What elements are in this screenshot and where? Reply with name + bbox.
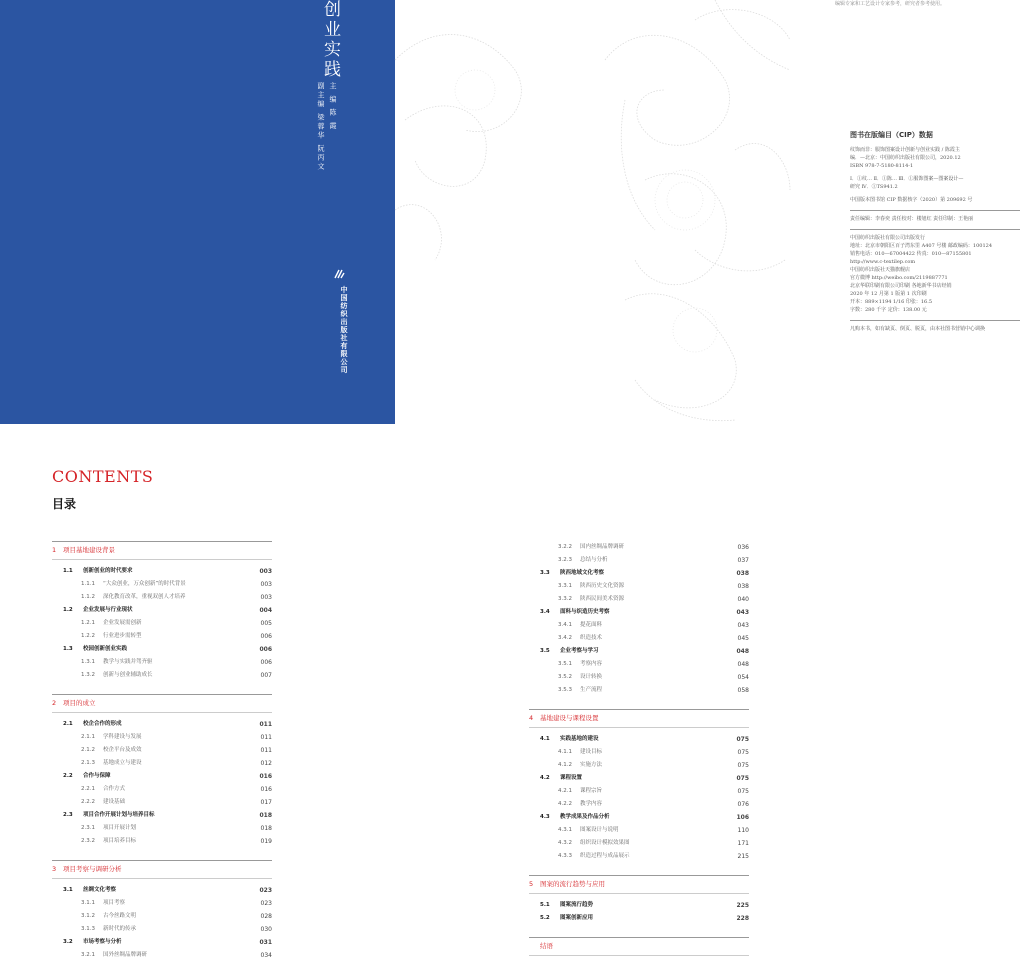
- cover-chief-editor: 主 编 陈 霞: [329, 82, 337, 131]
- section-title: 校企平台及成效: [103, 747, 142, 753]
- section-title: 创新创业的时代要求: [83, 568, 133, 574]
- toc-subsection[interactable]: [52, 656, 272, 669]
- page-number: 076: [737, 801, 749, 808]
- chapter-title: 项目考察与调研分析: [63, 865, 122, 873]
- page-number: 036: [737, 544, 749, 551]
- page-number: 075: [736, 775, 749, 782]
- publisher-line: http://www.c-textilep.com: [850, 259, 916, 265]
- section-number: 3.3: [540, 570, 550, 576]
- section-title: 项目考察: [103, 900, 126, 906]
- page-number: 030: [260, 926, 272, 933]
- toc-subsection[interactable]: [529, 798, 749, 811]
- chapter-title: 基地建设与课程设置: [540, 714, 599, 722]
- section-title: 古今丝路文明: [103, 913, 137, 919]
- page-number: 054: [737, 674, 749, 681]
- section-number: 5.1: [540, 902, 550, 908]
- section-number: 3.1.1: [81, 900, 95, 906]
- publisher-line: 中国纺织出版社天猫旗舰店: [850, 267, 911, 273]
- toc-section[interactable]: [52, 884, 272, 897]
- toc-column-left: [52, 541, 272, 962]
- section-title: 建设目标: [580, 749, 603, 755]
- section-number: 2.1.3: [81, 760, 95, 766]
- section-title: 校企合作的形成: [83, 721, 122, 727]
- toc-chapter[interactable]: [52, 541, 272, 559]
- section-number: 3.2.3: [558, 557, 572, 563]
- section-title: 陕西民间美术资源: [580, 596, 625, 602]
- section-title: 市场考察与分析: [83, 939, 122, 945]
- divider: [850, 229, 1020, 230]
- section-title: 丝绸文化考察: [83, 887, 117, 893]
- copyright-page: [395, 0, 993, 424]
- section-number: 3.2: [63, 939, 73, 945]
- page-number: 028: [260, 913, 272, 920]
- section-number: 4.3.3: [558, 853, 572, 859]
- page-number: 058: [737, 687, 749, 694]
- page-number: 043: [736, 609, 749, 616]
- section-title: 校园创新创业实践: [83, 646, 128, 652]
- toc-subsection[interactable]: [52, 949, 272, 962]
- toc-subsection[interactable]: [529, 759, 749, 772]
- toc-section[interactable]: [52, 770, 272, 783]
- page-number: 006: [260, 659, 272, 666]
- section-number: 4.3.1: [558, 827, 572, 833]
- page-number: 006: [259, 646, 272, 653]
- section-title: 企业发展与行业现状: [83, 607, 133, 613]
- toc-section[interactable]: [529, 645, 749, 658]
- section-number: 2.2.2: [81, 799, 95, 805]
- contents-title-en: CONTENTS: [52, 467, 154, 486]
- section-number: 3.5.2: [558, 674, 572, 680]
- chapter-number: 4: [529, 714, 534, 722]
- cip-block: [850, 130, 1020, 333]
- section-number: 3.2.1: [81, 952, 95, 958]
- publisher-line: 开本：889×1194 1/16 印张：16.5: [850, 299, 932, 305]
- toc-subsection[interactable]: [52, 744, 272, 757]
- section-title: 教学内容: [580, 801, 603, 807]
- section-title: 企业考察与学习: [560, 648, 599, 654]
- divider: [52, 559, 272, 561]
- chapter-number: 3: [52, 865, 57, 873]
- section-number: 2.3.2: [81, 838, 95, 844]
- section-number: 4.1: [540, 736, 550, 742]
- divider: [529, 727, 749, 729]
- section-number: 1.3: [63, 646, 73, 652]
- toc-subsection[interactable]: [529, 580, 749, 593]
- section-number: 3.3.1: [558, 583, 572, 589]
- toc-chapter[interactable]: [52, 694, 272, 712]
- toc-section[interactable]: [529, 567, 749, 580]
- section-title: 组织设计模拟效果图: [580, 840, 630, 846]
- publisher-line: 销售电话：010—67004422 传真：010—87155801: [850, 251, 972, 257]
- toc-subsection[interactable]: [52, 591, 272, 604]
- toc-subsection[interactable]: [52, 822, 272, 835]
- section-title: 设计转换: [580, 674, 603, 680]
- toc-subsection[interactable]: [529, 746, 749, 759]
- page-number: 012: [260, 760, 272, 767]
- section-number: 3.2.2: [558, 544, 572, 550]
- section-number: 4.1.1: [558, 749, 572, 755]
- toc-section[interactable]: [52, 718, 272, 731]
- section-title: 新时代的传承: [103, 926, 137, 932]
- chapter-title: 结语: [540, 942, 553, 950]
- section-number: 4.2.2: [558, 801, 572, 807]
- publisher-logo-icon: [333, 268, 345, 280]
- section-number: 3.1: [63, 887, 73, 893]
- page-number: 040: [737, 596, 749, 603]
- section-title: 基地成立与建设: [103, 760, 142, 766]
- section-number: 3.5: [540, 648, 550, 654]
- page-number: 038: [737, 583, 749, 590]
- publisher-line: 地址：北京市朝阳区百子湾东里 A407 号楼 邮政编码：100124: [850, 243, 993, 249]
- divider: [52, 878, 272, 880]
- section-number: 1.3.1: [81, 659, 95, 665]
- toc-section[interactable]: [529, 606, 749, 619]
- section-number: 5.2: [540, 915, 550, 921]
- page-number: 048: [736, 648, 749, 655]
- book-spread: [0, 0, 993, 424]
- toc-section[interactable]: [52, 565, 272, 578]
- toc-subsection[interactable]: [52, 835, 272, 848]
- section-title: 织造技术: [580, 635, 603, 641]
- divider: [529, 893, 749, 895]
- cip-line: 编．—北京：中国纺织出版社有限公司，2020.12: [850, 155, 961, 161]
- section-number: 2.1.1: [81, 734, 95, 740]
- toc-subsection[interactable]: [529, 684, 749, 697]
- cip-heading: 图书在版编目（CIP）数据: [850, 131, 933, 139]
- page-number: 016: [259, 773, 272, 780]
- page-number: 018: [259, 812, 272, 819]
- chapter-number: 2: [52, 699, 57, 707]
- toc-subsection[interactable]: [529, 593, 749, 606]
- toc-subsection[interactable]: [529, 541, 749, 554]
- section-title: 总结与分析: [580, 557, 608, 563]
- cip-line: Ⅰ．①纹… Ⅱ．①陈… Ⅲ．①服饰图案—图案设计—: [850, 176, 964, 182]
- cover-title: 创业实践: [320, 0, 340, 80]
- section-number: 4.2: [540, 775, 550, 781]
- page-number: 016: [260, 786, 272, 793]
- page-number: 075: [737, 788, 749, 795]
- section-title: 国内丝绸品牌调研: [580, 544, 625, 550]
- publisher-line: 北京华联印刷有限公司印刷 各地新华书店经销: [850, 283, 952, 289]
- toc-section[interactable]: [529, 733, 749, 746]
- section-title: 生产流程: [580, 687, 603, 693]
- toc-subsection[interactable]: [52, 897, 272, 910]
- section-number: 2.3.1: [81, 825, 95, 831]
- chapter-title: 项目的成立: [63, 699, 96, 707]
- page-number: 007: [260, 672, 272, 679]
- section-number: 1.1.2: [81, 594, 95, 600]
- publisher-line: 2020 年 12 月第 1 版第 1 次印刷: [850, 291, 927, 297]
- section-number: 3.5.1: [558, 661, 572, 667]
- section-title: 合作与保障: [83, 773, 111, 779]
- page-number: 018: [260, 825, 272, 832]
- page-number: 006: [260, 633, 272, 640]
- toc-subsection[interactable]: [52, 910, 272, 923]
- section-title: 行业进步需转型: [103, 633, 142, 639]
- page-number: 011: [260, 747, 272, 754]
- section-title: 陕西地域文化考察: [560, 570, 605, 576]
- page-number: 003: [260, 594, 272, 601]
- toc-chapter[interactable]: [52, 860, 272, 878]
- page-number: 011: [259, 721, 272, 728]
- toc-subsection[interactable]: [529, 658, 749, 671]
- page-number: 110: [737, 827, 749, 834]
- publisher-line: 中国纺织出版社有限公司出版发行: [850, 235, 926, 241]
- toc-chapter[interactable]: [529, 937, 749, 955]
- page-number: 228: [736, 915, 749, 922]
- copyright-footer: 凡购本书，如有缺页、倒页、脱页，由本社图书营销中心调换: [850, 326, 986, 332]
- section-title: 国外丝绸品牌调研: [103, 952, 148, 958]
- toc-subsection[interactable]: [52, 757, 272, 770]
- section-number: 2.1: [63, 721, 73, 727]
- section-number: 4.3.2: [558, 840, 572, 846]
- section-title: 考察内容: [580, 661, 603, 667]
- section-title: 课程宗旨: [580, 788, 603, 794]
- page-number: 075: [736, 736, 749, 743]
- section-title: 陕西历史文化资源: [580, 583, 625, 589]
- page-number: 005: [260, 620, 272, 627]
- section-title: 织造过程与成品展示: [580, 853, 630, 859]
- section-number: 4.2.1: [558, 788, 572, 794]
- toc-section[interactable]: [52, 809, 272, 822]
- section-number: 3.4: [540, 609, 550, 615]
- toc-subsection[interactable]: [529, 837, 749, 850]
- page-number: 023: [260, 900, 272, 907]
- section-title: 深化教育改革，重视双创人才培养: [103, 594, 186, 600]
- toc-column-right: [529, 541, 749, 961]
- page-number: 038: [736, 570, 749, 577]
- chapter-number: 1: [52, 546, 57, 554]
- page-number: 048: [737, 661, 749, 668]
- cip-line: 纹饰而非：服饰图案设计创新与创业实践 / 陈霞主: [850, 147, 960, 153]
- divider: [850, 320, 1020, 321]
- toc-subsection[interactable]: [52, 617, 272, 630]
- section-number: 1.3.2: [81, 672, 95, 678]
- section-number: 3.1.3: [81, 926, 95, 932]
- toc-subsection[interactable]: [529, 850, 749, 863]
- section-number: 1.2.1: [81, 620, 95, 626]
- toc-chapter[interactable]: [529, 875, 749, 893]
- section-title: 项目合作开展计划与培养目标: [83, 812, 155, 818]
- page-number: 019: [260, 838, 272, 845]
- toc-subsection[interactable]: [52, 923, 272, 936]
- section-title: 实施方法: [580, 762, 603, 768]
- chapter-title: 项目基地建设背景: [63, 546, 115, 554]
- staff-line: 责任编辑：李春奕 责任校对：楼旭红 责任印制：王艳丽: [850, 216, 974, 222]
- page-number: 023: [259, 887, 272, 894]
- section-number: 2.2.1: [81, 786, 95, 792]
- divider: [850, 210, 1020, 211]
- page-number: 031: [259, 939, 272, 946]
- page-number: 225: [736, 902, 749, 909]
- section-title: 图案流行趋势: [560, 902, 594, 908]
- divider: [529, 955, 749, 957]
- cover-associate-editors: 副主编 梁蓉华 阮丙文: [317, 82, 325, 172]
- toc-subsection[interactable]: [52, 669, 272, 682]
- page-number: 045: [737, 635, 749, 642]
- contents-title-zh: 目录: [52, 497, 77, 511]
- section-title: 建设基础: [103, 799, 126, 805]
- page-number: 215: [737, 853, 749, 860]
- toc-subsection[interactable]: [529, 671, 749, 684]
- section-number: 3.5.3: [558, 687, 572, 693]
- section-title: 项目开展计划: [103, 825, 137, 831]
- toc-section[interactable]: [529, 772, 749, 785]
- section-number: 3.4.2: [558, 635, 572, 641]
- publisher-line: 字数：280 千字 定价：138.00 元: [850, 307, 927, 313]
- section-title: 学科建设与发展: [103, 734, 142, 740]
- section-number: 2.3: [63, 812, 73, 818]
- chapter-title: 图案的流行趋势与应用: [540, 880, 605, 888]
- section-title: 面料与织造历史考察: [560, 609, 610, 615]
- section-title: 提花面料: [580, 622, 603, 628]
- section-number: 3.3.2: [558, 596, 572, 602]
- section-number: 3.4.1: [558, 622, 572, 628]
- section-title: 课程设置: [560, 775, 583, 781]
- section-number: 4.3: [540, 814, 550, 820]
- section-number: 1.1: [63, 568, 73, 574]
- toc-section[interactable]: [529, 811, 749, 824]
- toc-section[interactable]: [529, 912, 749, 925]
- section-title: “大众创业，万众创新”的时代背景: [103, 581, 186, 587]
- page-number: 034: [260, 952, 272, 959]
- section-number: 1.1.1: [81, 581, 95, 587]
- toc-subsection[interactable]: [529, 554, 749, 567]
- page-number: 171: [737, 840, 749, 847]
- section-number: 2.1.2: [81, 747, 95, 753]
- page-number: 011: [260, 734, 272, 741]
- page-number: 004: [259, 607, 272, 614]
- copyright-top-text: 编辑专家和工艺设计专家参考，研究者参考使用。: [835, 1, 946, 7]
- section-number: 4.1.2: [558, 762, 572, 768]
- toc-subsection[interactable]: [52, 796, 272, 809]
- section-number: 3.1.2: [81, 913, 95, 919]
- section-title: 教学成果及作品分析: [560, 814, 610, 820]
- toc-subsection[interactable]: [52, 630, 272, 643]
- book-cover: [0, 0, 395, 424]
- ornament-pattern-icon: [395, 0, 790, 424]
- toc-section[interactable]: [52, 643, 272, 656]
- section-title: 图案创新应用: [560, 915, 594, 921]
- page-number: 075: [737, 749, 749, 756]
- page-number: 003: [260, 581, 272, 588]
- cip-line: ISBN 978-7-5180-8114-1: [850, 163, 914, 169]
- page-number: 003: [259, 568, 272, 575]
- section-title: 企业发展需创新: [103, 620, 142, 626]
- cover-publisher: 中国纺织出版社有限公司: [340, 286, 348, 374]
- toc-subsection[interactable]: [529, 619, 749, 632]
- cip-number: 中国版本图书馆 CIP 数据核字（2020）第 209692 号: [850, 197, 973, 203]
- page-number: 037: [737, 557, 749, 564]
- toc-subsection[interactable]: [52, 731, 272, 744]
- section-number: 1.2.2: [81, 633, 95, 639]
- chapter-number: 5: [529, 880, 534, 888]
- toc-subsection[interactable]: [52, 783, 272, 796]
- page-number: 017: [260, 799, 272, 806]
- divider: [52, 712, 272, 714]
- section-title: 实践基地的建设: [560, 736, 599, 742]
- page-number: 075: [737, 762, 749, 769]
- toc-subsection[interactable]: [529, 632, 749, 645]
- section-number: 2.2: [63, 773, 73, 779]
- toc-section[interactable]: [529, 899, 749, 912]
- section-title: 项目培养目标: [103, 838, 137, 844]
- section-title: 教学与实践并驾齐驱: [103, 659, 153, 665]
- toc-subsection[interactable]: [52, 578, 272, 591]
- toc-section[interactable]: [52, 936, 272, 949]
- cip-line: 研究 Ⅳ．①TS941.2: [850, 184, 898, 190]
- toc-section[interactable]: [52, 604, 272, 617]
- page-number: 043: [737, 622, 749, 629]
- toc-subsection[interactable]: [529, 785, 749, 798]
- toc-subsection[interactable]: [529, 824, 749, 837]
- publisher-line: 官方微博 http://weibo.com/2119887771: [850, 275, 948, 281]
- page-number: 106: [736, 814, 749, 821]
- section-number: 1.2: [63, 607, 73, 613]
- section-title: 创新与创业辅助成长: [103, 672, 153, 678]
- section-title: 图案设计与说明: [580, 827, 619, 833]
- section-title: 合作方式: [103, 786, 126, 792]
- toc-chapter[interactable]: [529, 709, 749, 727]
